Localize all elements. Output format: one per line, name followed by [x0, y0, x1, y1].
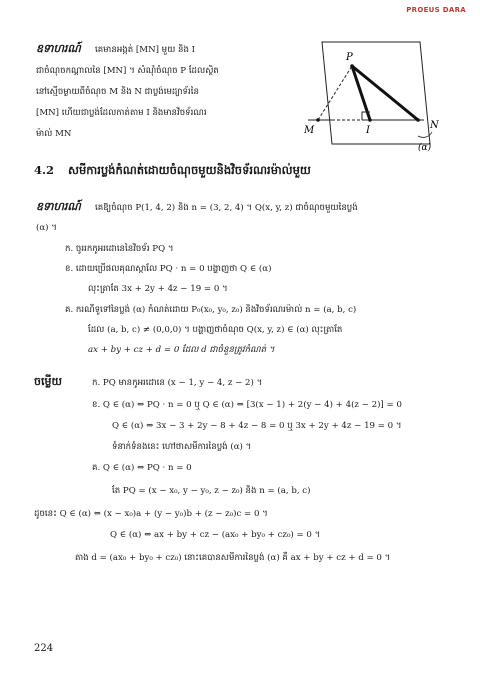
example1-line: [MN] ហើយជាប្លង់ដែលកាត់តាម I និងមានវិចទ័រណរ: [36, 108, 207, 118]
page-header: PROEUS DARA: [406, 6, 466, 14]
label-alpha: (α): [418, 143, 432, 153]
answer-line: ខ. Q ∈ (α) ⇔ PQ · n = 0 ឬ Q ∈ (α) ⇔ [3(x − 1) + 2(y − 4) + 4(z − 2)] = 0: [92, 400, 402, 410]
answer-line: ក. PQ មានកូអរដោនេ (x − 1, y − 4, z − 2) ។: [92, 378, 263, 388]
page-number: 224: [34, 643, 54, 654]
example2-item: ខ. ដោយប្រើផលគុណស្កាលែ PQ · n = 0 បង្ហាញថា Q ∈ (α): [65, 264, 272, 274]
answer-line: Q ∈ (α) ⇔ ax + by + cz − (ax₀ + by₀ + cz₀) = 0 ។: [110, 530, 321, 540]
perpendicular-bisector-plane-figure: [300, 36, 460, 156]
example1-line: គេមានអង្កត់ [MN] មួយ និង I: [95, 45, 196, 55]
section-title: សមីការប្លង់កំណត់ដោយចំណុចមួយនិងវិចទ័រណរម៉ាល់មួយ: [68, 163, 311, 177]
segment-pm: [318, 66, 352, 120]
section-number: 4.2: [34, 163, 55, 177]
example-label: ឧទាហរណ៍: [36, 200, 81, 213]
example-label: ឧទាហរណ៍: [36, 42, 81, 55]
answer-line: Q ∈ (α) ⇔ 3x − 3 + 2y − 8 + 4z − 8 = 0 ឬ 3x + 2y + 4z − 19 = 0 ។: [112, 421, 402, 431]
example2-item: ក. ចូររកកូអរដោនេនៃវិចទ័រ PQ ។: [65, 244, 174, 254]
label-i: I: [366, 125, 370, 136]
example2-intro-line: (α) ។: [36, 223, 57, 233]
answer-line: តាង d = (ax₀ + by₀ + cz₀) នោះគេបានសមីការនៃប្លង់ (α) គឺ ax + by + cz + d = 0 ។: [75, 553, 391, 563]
example2-item: លុះត្រាតែ 3x + 2y + 4z − 19 = 0 ។: [88, 284, 228, 294]
example1-line: ជាចំណុចកណ្ដាលនៃ [MN] ។ សំណុំចំណុច P ដែលស្ថិត: [36, 66, 219, 76]
example1-line: ម៉ាល់ MN: [36, 129, 72, 139]
answer-line: ដូចនេះ Q ∈ (α) ⇔ (x − x₀)a + (y − y₀)b + (z − z₀)c = 0 ។: [34, 509, 268, 519]
example2-item: ax + by + cz + d = 0 ដែល d ជាចំនួនត្រូវកំណត់ ។: [88, 345, 275, 355]
example2-item: គ. ករណីទូទៅនៃប្លង់ (α) កំណត់ដោយ P₀(x₀, y₀, z₀) និងវិចទ័រណរម៉ាល់ n = (a, b, c): [65, 305, 357, 315]
example2-intro-line: គេឱ្យចំណុច P(1, 4, 2) និង n = (3, 2, 4) ។ Q(x, y, z) ជាចំណុចមួយនៃប្លង់: [95, 203, 358, 213]
example2-item: ដែល (a, b, c) ≠ (0,0,0) ។ បង្ហាញថាចំណុច Q(x, y, z) ∈ (α) លុះត្រាតែ: [88, 325, 343, 335]
answer-line: តែ PQ = (x − x₀, y − y₀, z − z₀) និង n = (a, b, c): [112, 486, 311, 496]
answer-label: ចម្លើយ: [34, 375, 62, 388]
answer-line: ទំនាក់ទំនងនេះ ហៅថាសមីការនៃប្លង់ (α) ។: [112, 442, 252, 452]
label-m: M: [304, 125, 315, 136]
answer-line: គ. Q ∈ (α) ⇔ PQ · n = 0: [92, 463, 192, 473]
example1-line: នៅស្មើចម្ងាយពីចំណុច M និង N ជាប្លង់មេដ្យាទ័រនៃ: [36, 87, 199, 97]
label-n: N: [430, 120, 439, 131]
plane-alpha: [322, 42, 430, 144]
label-p: P: [346, 52, 353, 63]
